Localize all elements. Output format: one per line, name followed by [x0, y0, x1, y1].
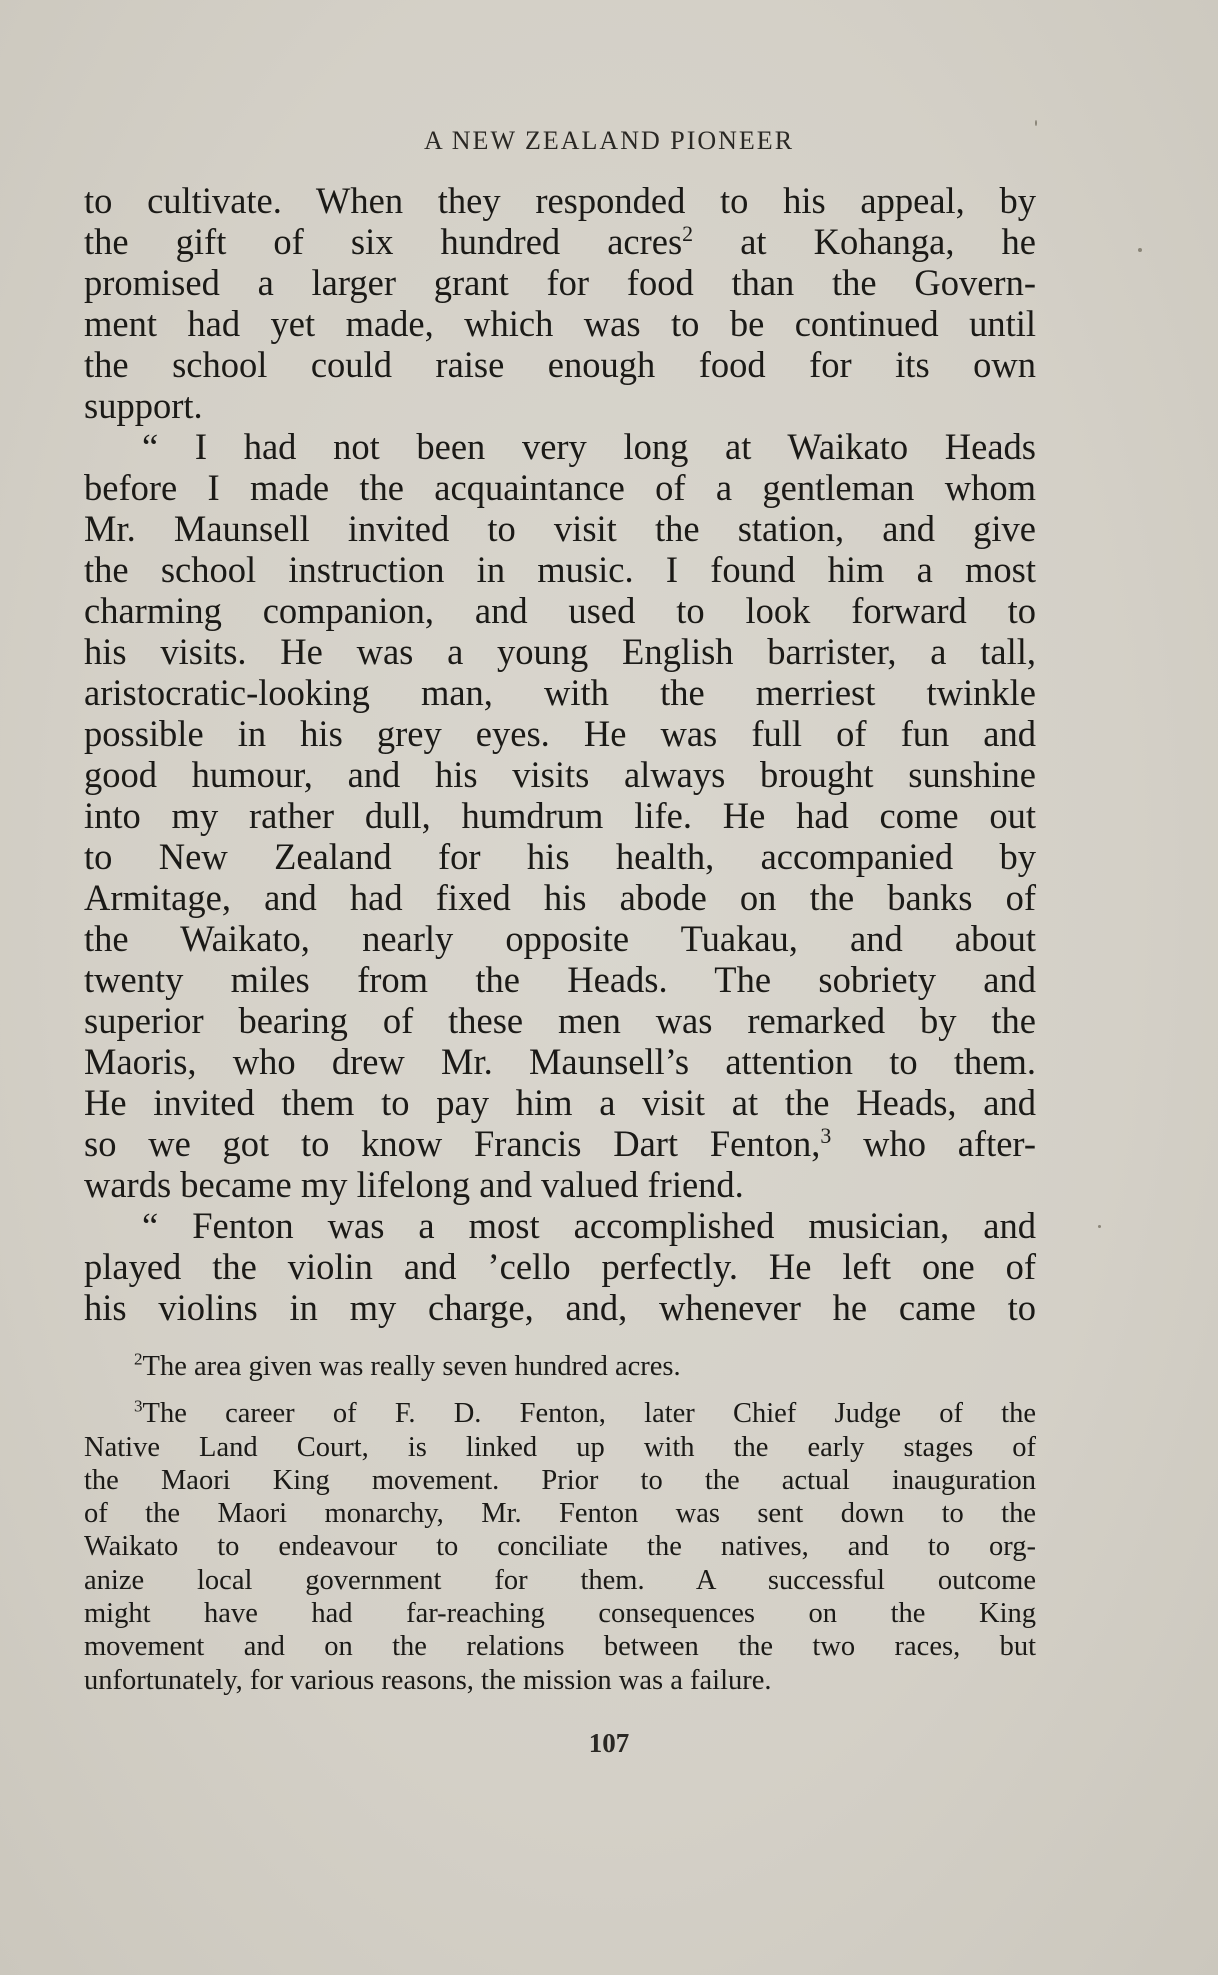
body-line: Armitage, and had fixed his abode on the banks of [84, 877, 1036, 918]
footnote-reference: 3 [820, 1122, 832, 1148]
body-line: aristocratic-looking man, with the merriest twinkle [84, 672, 1036, 713]
body-line: Mr. Maunsell invited to visit the station, and give [84, 508, 1036, 549]
footnote-reference: 2 [682, 220, 694, 246]
footnote-line: Waikato to endeavour to conciliate the natives, and to org- [84, 1531, 1036, 1563]
body-line: superior bearing of these men was remarked by the [84, 1000, 1036, 1041]
paper-speck [1035, 120, 1037, 126]
body-line: into my rather dull, humdrum life. He had come out [84, 795, 1036, 836]
body-line: Maoris, who drew Mr. Maunsell’s attention to them. [84, 1041, 1036, 1082]
body-line: promised a larger grant for food than the Govern- [84, 262, 1036, 303]
body-line: charming companion, and used to look forward to [84, 590, 1036, 631]
page-number: 107 [588, 1728, 630, 1758]
footnote-line: might have had far-reaching consequences on the King [84, 1598, 1036, 1630]
running-head: A NEW ZEALAND PIONEER [423, 126, 795, 155]
footnotes [84, 1350, 1036, 1697]
footnote-line: $^2$The area given was really seven hundred acres. [134, 1349, 681, 1382]
body-line: his visits. He was a young English barrister, a tall, [84, 631, 1036, 672]
footnote-line: the Maori King movement. Prior to the actual inauguration [84, 1464, 1036, 1496]
footnote-marker: 2 [134, 1349, 143, 1369]
footnote-line: anize local government for them. A successful outcome [84, 1564, 1036, 1596]
footnote-line: Native Land Court, is linked up with the early stages of [84, 1431, 1036, 1463]
body-line: to cultivate. When they responded to his appeal, by [84, 180, 1036, 221]
body-line: support. [84, 385, 203, 426]
body-line: ment had yet made, which was to be continued until [84, 303, 1036, 344]
footnote-3 [84, 1397, 1036, 1697]
body-line: He invited them to pay him a visit at the Heads, and [84, 1082, 1036, 1123]
body-line: his violins in my charge, and, whenever he came to [84, 1287, 1036, 1328]
body-line: twenty miles from the Heads. The sobriety and [84, 959, 1036, 1000]
paper-speck [1138, 248, 1142, 252]
body-line: the school could raise enough food for its own [84, 344, 1036, 385]
body-line: the Waikato, nearly opposite Tuakau, and about [84, 918, 1036, 959]
footnote-line: $^3$The career of F. D. Fenton, later Chief Judge of the [134, 1396, 1036, 1430]
footnote-line: movement and on the relations between the two races, but [84, 1631, 1036, 1663]
body-line: so we got to know Francis Dart Fenton,$^3$ who after- [84, 1122, 1037, 1164]
footnote-marker: 3 [134, 1396, 143, 1416]
body-line: before I made the acquaintance of a gentleman whom [84, 467, 1036, 508]
paper-speck [1098, 1225, 1101, 1228]
footnote-line: of the Maori monarchy, Mr. Fenton was sent down to the [84, 1498, 1036, 1530]
body-line: wards became my lifelong and valued friend. [84, 1164, 744, 1205]
body-line: played the violin and ’cello perfectly. He left one of [84, 1246, 1036, 1287]
body-line: possible in his grey eyes. He was full of fun and [84, 713, 1036, 754]
footnote-2 [84, 1350, 1036, 1383]
body-line: good humour, and his visits always brought sunshine [84, 754, 1036, 795]
footnote-line: unfortunately, for various reasons, the mission was a failure. [84, 1664, 772, 1696]
body-text [84, 180, 1036, 1328]
body-line: to New Zealand for his health, accompanied by [84, 836, 1036, 877]
body-line: the school instruction in music. I found him a most [84, 549, 1036, 590]
body-line: the gift of six hundred acres$^2$ at Kohanga, he [84, 220, 1036, 262]
body-line: “ I had not been very long at Waikato Heads [142, 426, 1036, 467]
body-line: “ Fenton was a most accomplished musician, and [142, 1205, 1036, 1246]
